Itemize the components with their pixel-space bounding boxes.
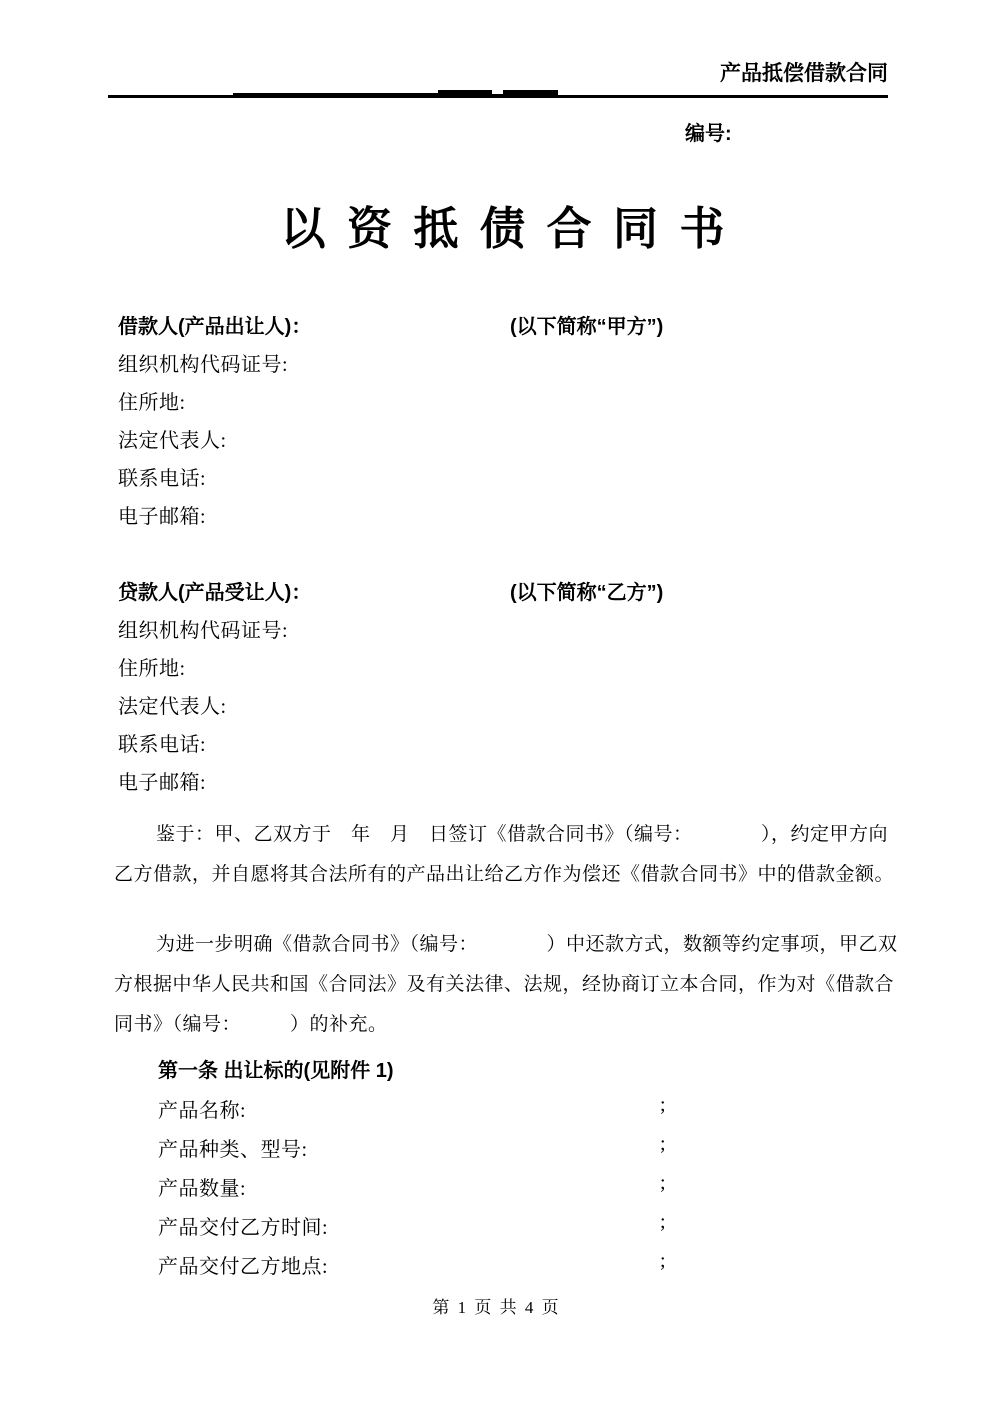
party-a-field-org-code: 组织机构代码证号: [118,354,289,376]
article-1-heading: 第一条 出让标的(见附件 1) [158,1060,394,1082]
party-b-field-email: 电子邮箱: [118,772,207,794]
header-doc-type: 产品抵偿借款合同 [720,62,888,85]
party-a-field-phone: 联系电话: [118,468,207,490]
party-b-field-address: 住所地: [118,658,186,680]
row-semicolon: ; [659,1172,666,1194]
row-semicolon: ; [659,1250,666,1272]
party-b-heading-row [118,576,918,605]
recital-para1-line2: 乙方借款，并自愿将其合法所有的产品出让给乙方作为偿还《借款合同书》中的借款金额。 [114,864,895,885]
party-b-alias: (以下简称“乙方”) [510,582,664,604]
recital-para1-line1: 鉴于：甲、乙双方于 年 月 日签订《借款合同书》（编号： ），约定甲方向 [156,824,889,845]
party-b-heading: 贷款人(产品受让人)： [118,582,312,604]
header-rule-notch [492,90,503,94]
row-semicolon: ; [659,1211,666,1233]
party-a-heading: 借款人(产品出让人)： [118,316,312,338]
recital-para2-line1: 为进一步明确《借款合同书》（编号： ）中还款方式，数额等约定事项，甲乙双 [156,934,898,955]
product-row-delivery-place [158,1250,666,1279]
party-b-field-org-code: 组织机构代码证号: [118,620,289,642]
product-row-name [158,1094,666,1123]
product-type-label: 产品种类、型号: [158,1139,308,1161]
product-quantity-label: 产品数量: [158,1178,247,1200]
product-row-delivery-time [158,1211,666,1240]
product-row-quantity [158,1172,666,1201]
product-delivery-time-label: 产品交付乙方时间: [158,1217,329,1239]
party-a-heading-row [118,310,918,339]
recital-para2-line2: 方根据中华人民共和国《合同法》及有关法律、法规，经协商订立本合同，作为对《借款合 [114,974,895,995]
product-row-type-model [158,1133,666,1162]
party-b-field-legal-rep: 法定代表人: [118,696,227,718]
party-a-field-address: 住所地: [118,392,186,414]
party-b-field-phone: 联系电话: [118,734,207,756]
row-semicolon: ; [659,1133,666,1155]
page-number-footer: 第 1 页 共 4 页 [432,1298,561,1317]
party-a-alias: (以下简称“甲方”) [510,316,664,338]
doc-number-label: 编号: [685,123,732,145]
party-a-field-legal-rep: 法定代表人: [118,430,227,452]
header-rule-segment [233,93,438,98]
document-title: 以 资 抵 债 合 同 书 [280,203,727,254]
product-delivery-place-label: 产品交付乙方地点: [158,1256,329,1278]
product-name-label: 产品名称: [158,1100,247,1122]
recital-para2-line3: 同书》（编号： ）的补充。 [114,1014,388,1035]
party-a-field-email: 电子邮箱: [118,506,207,528]
row-semicolon: ; [659,1094,666,1116]
